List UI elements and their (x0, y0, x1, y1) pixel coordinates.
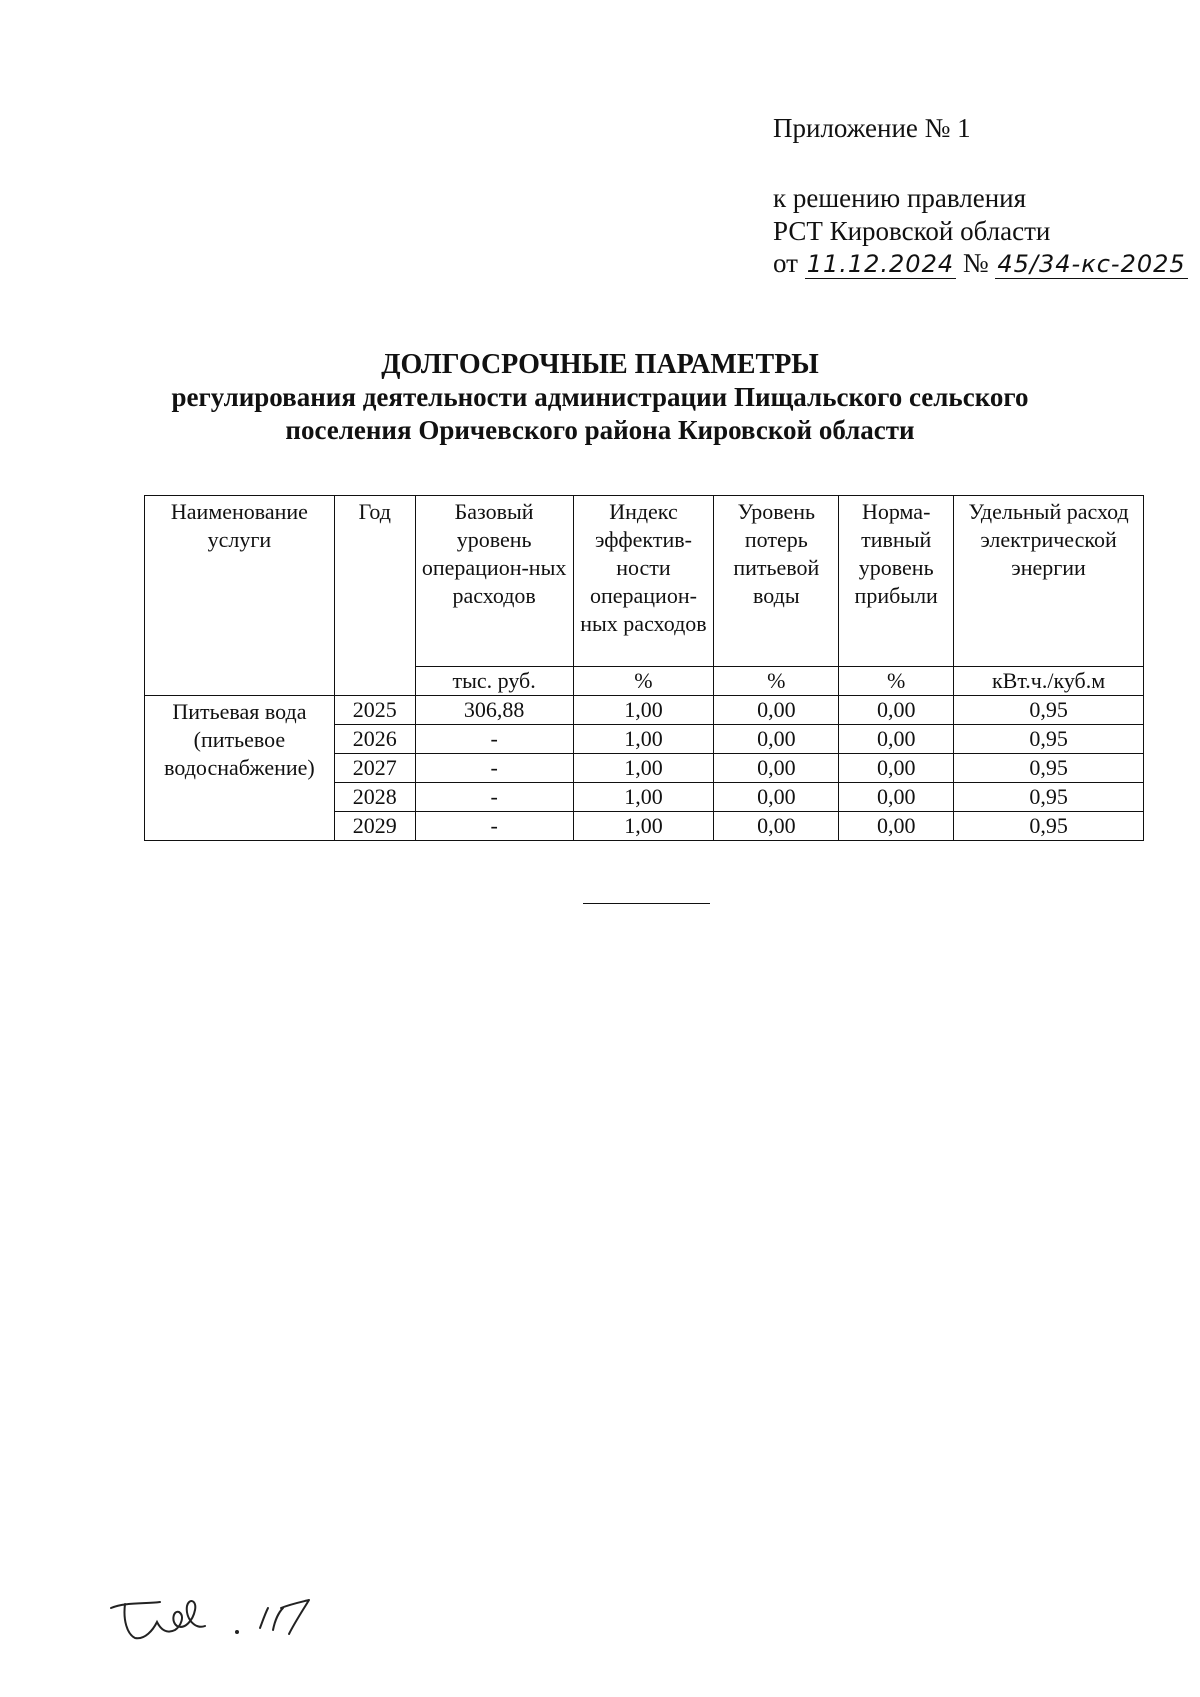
number-prefix: № (962, 248, 989, 279)
unit-energy: кВт.ч./куб.м (954, 667, 1144, 696)
header-water-losses: Уровень потерь питьевой воды (714, 496, 839, 667)
appendix-label: Приложение № 1 (773, 113, 971, 143)
unit-base: тыс. руб. (415, 667, 573, 696)
profit-cell: 0,00 (839, 754, 954, 783)
unit-index: % (573, 667, 714, 696)
index-cell: 1,00 (573, 696, 714, 725)
decision-line: к решению правления (773, 183, 1027, 214)
header-energy-consumption: Удельный расход электрической энергии (954, 496, 1144, 667)
profit-cell: 0,00 (839, 783, 954, 812)
year-cell: 2027 (334, 754, 415, 783)
handwritten-date: 11.12.2024 (806, 250, 955, 279)
title-line-2: регулирования деятельности администрации Пищальского сельского (171, 382, 1029, 412)
handwritten-signature (105, 1590, 365, 1650)
profit-cell: 0,00 (839, 812, 954, 841)
title-line-3: поселения Оричевского района Кировской области (285, 415, 915, 445)
header-year: Год (334, 496, 415, 696)
document-title (0, 348, 1200, 447)
table-header-row (145, 496, 1144, 667)
header-service: Наименование услуги (145, 496, 335, 696)
base-cell: - (415, 812, 573, 841)
index-cell: 1,00 (573, 812, 714, 841)
index-cell: 1,00 (573, 725, 714, 754)
parameters-table (144, 495, 1144, 841)
base-cell: 306,88 (415, 696, 573, 725)
date-prefix: от (773, 248, 798, 279)
index-cell: 1,00 (573, 783, 714, 812)
header-efficiency-index: Индекс эффектив-ности операцион-ных расходов (573, 496, 714, 667)
appendix-block (773, 112, 1188, 280)
losses-cell: 0,00 (714, 754, 839, 783)
losses-cell: 0,00 (714, 812, 839, 841)
header-base-expenses: Базовый уровень операцион-ных расходов (415, 496, 573, 667)
energy-cell: 0,95 (954, 783, 1144, 812)
energy-cell: 0,95 (954, 696, 1144, 725)
base-cell: - (415, 725, 573, 754)
year-cell: 2025 (334, 696, 415, 725)
unit-losses: % (714, 667, 839, 696)
losses-cell: 0,00 (714, 725, 839, 754)
end-divider-line (583, 903, 710, 904)
energy-cell: 0,95 (954, 725, 1144, 754)
handwritten-number: 45/34-кс-2025 (997, 250, 1186, 279)
authority-line: РСТ Кировской области (773, 215, 1051, 246)
unit-profit: % (839, 667, 954, 696)
service-name-cell: Питьевая вода (питьевое водоснабжение) (145, 696, 335, 841)
header-profit-level: Норма-тивный уровень прибыли (839, 496, 954, 667)
title-main: ДОЛГОСРОЧНЫЕ ПАРАМЕТРЫ (381, 349, 819, 380)
date-number-line (773, 247, 1188, 279)
table-row (145, 696, 1144, 725)
energy-cell: 0,95 (954, 812, 1144, 841)
profit-cell: 0,00 (839, 696, 954, 725)
year-cell: 2028 (334, 783, 415, 812)
year-cell: 2029 (334, 812, 415, 841)
losses-cell: 0,00 (714, 783, 839, 812)
base-cell: - (415, 754, 573, 783)
base-cell: - (415, 783, 573, 812)
losses-cell: 0,00 (714, 696, 839, 725)
energy-cell: 0,95 (954, 754, 1144, 783)
index-cell: 1,00 (573, 754, 714, 783)
year-cell: 2026 (334, 725, 415, 754)
profit-cell: 0,00 (839, 725, 954, 754)
